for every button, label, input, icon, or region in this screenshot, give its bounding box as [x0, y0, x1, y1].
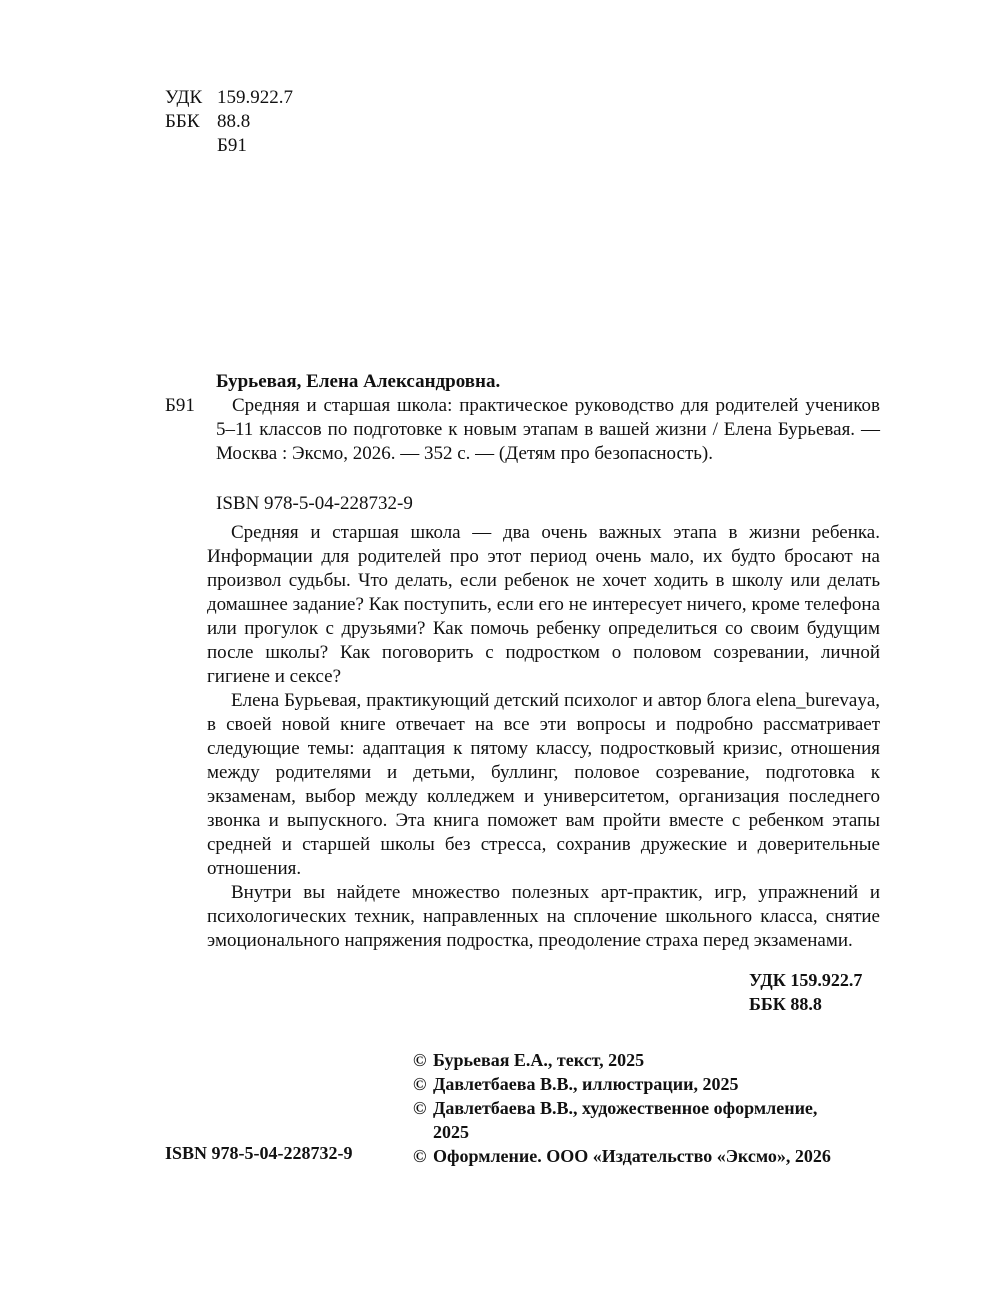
annotation-paragraph: Средняя и старшая школа — два очень важных этапа в жизни ребенка. Информации для родителей про этот период очень мало, их будто бросают на произвол судьбы. Что делать, если ребенок не хочет ходить в школу или делать домашнее задание? Как поступить, если его не интересует ничего, кроме телефона или прогулок с друзьями? Как помочь ребенку определиться со своим будущим после школы? Как поговорить с подростком о половом созревании, личной гигиене и сексе?: [207, 522, 880, 687]
udk-value: 159.922.7: [217, 87, 293, 108]
copyright-icon: ©: [413, 1074, 427, 1094]
copyright-text: Бурьевая Е.А., текст, 2025: [433, 1050, 645, 1070]
copyright-text: Оформление. ООО «Издательство «Эксмо», 2026: [433, 1146, 831, 1166]
copyright-line: [413, 1096, 883, 1144]
copyright-block: [413, 1048, 883, 1168]
copyright-text-continuation: 2025: [433, 1122, 469, 1142]
copyright-icon: ©: [413, 1146, 427, 1166]
classification-bottom: [749, 968, 862, 1016]
copyright-line: [413, 1144, 883, 1168]
annotation: [207, 521, 880, 953]
copyright-icon: ©: [413, 1098, 427, 1118]
copyright-line: [413, 1048, 883, 1072]
isbn-bottom: ISBN 978-5-04-228732-9: [165, 1143, 353, 1163]
copyright-icon: ©: [413, 1050, 427, 1070]
annotation-paragraph: Внутри вы найдете множество полезных арт-практик, игр, упражнений и психологических техник, направленных на сплочение школьного класса, снятие эмоционального напряжения подростка, преодоление страха перед экзаменами.: [207, 882, 880, 951]
bbk-line: [165, 110, 250, 134]
record-author-sign: Б91: [165, 395, 195, 416]
bbk-label: ББК: [165, 111, 200, 132]
bbk-bottom: ББК 88.8: [749, 994, 822, 1014]
author-sign: Б91: [217, 135, 247, 156]
copyright-line: [413, 1072, 883, 1096]
description-text: Средняя и старшая школа: практическое руководство для родителей учеников 5–11 классов по подготовке к новым этапам в вашей жизни / Елена Бурьевая. — Москва : Эксмо, 2026. — 352 с. — (Детям про безопасность).: [216, 395, 880, 464]
udk-label: УДК: [165, 87, 203, 108]
bibliographic-description: [216, 394, 880, 466]
copyright-text: Давлетбаева В.В., иллюстрации, 2025: [433, 1074, 739, 1094]
bbk-value: 88.8: [217, 111, 251, 132]
udk-line: [165, 86, 293, 110]
author-name: Бурьевая, Елена Александровна.: [216, 371, 501, 392]
record-isbn: ISBN 978-5-04-228732-9: [216, 493, 413, 514]
annotation-paragraph: Елена Бурьевая, практикующий детский психолог и автор блога elena_burevaya, в своей новой книге отвечает на все эти вопросы и подробно рассматривает следующие темы: адаптация к пятому классу, подростковый кризис, отношения между родителями и детьми, буллинг, половое созревание, подготовка к экзаменам, выбор между колледжем и университетом, организация последнего звонка и выпускного. Эта книга поможет вам пройти вместе с ребенком этапы средней и старшей школы без стресса, сохранив дружеские и доверительные отношения.: [207, 690, 880, 879]
copyright-text: Давлетбаева В.В., художественное оформление,: [433, 1098, 818, 1118]
udk-bottom: УДК 159.922.7: [749, 970, 863, 990]
